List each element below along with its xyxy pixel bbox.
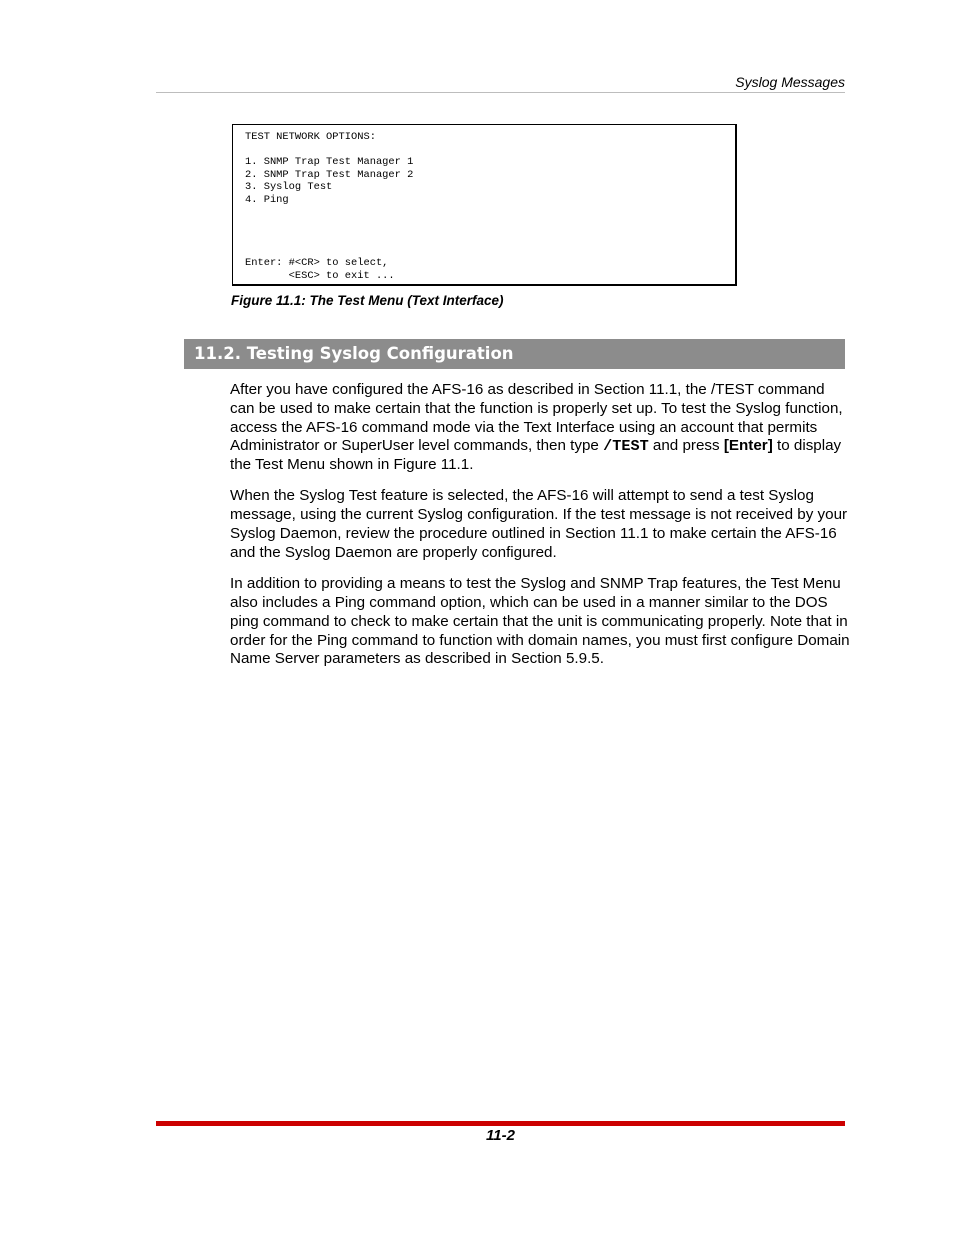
- terminal-menu-text: TEST NETWORK OPTIONS: 1. SNMP Trap Test Manager 1 2. SNMP Trap Test Manager 2 3. Syslog Test 4. Ping Enter: #<CR> to select, <ESC> to exit ...: [245, 131, 414, 282]
- page-number: 11-2: [486, 1127, 515, 1144]
- command-text: /TEST: [603, 437, 649, 456]
- terminal-screen-figure: [232, 124, 737, 286]
- paragraph-2: When the Syslog Test feature is selected, the AFS-16 will attempt to send a test Syslog message, using the current Syslog configuration. If the test message is not received by your Syslog Daemon, review the procedure outlined in Section 11.1 to make certain the AFS-16 and the Syslog Daemon are properly configured.: [230, 487, 848, 561]
- running-header: Syslog Messages: [735, 74, 845, 90]
- paragraph-3: In addition to providing a means to test the Syslog and SNMP Trap features, the Test Menu also includes a Ping command option, which can be used in a manner similar to the DOS ping command to check to make certain that the unit is communicating properly. Note that in order for the Ping command to function with domain names, you must first configure Domain Name Server parameters as described in Section 5.9.5.: [230, 575, 850, 668]
- figure-caption: Figure 11.1: The Test Menu (Text Interface): [231, 293, 504, 308]
- body-text: [230, 381, 850, 682]
- paragraph-1-text: After you have configured the AFS-16 as described in Section 11.1, the /TEST command can be used to make certain that the function is properly set up. To test the Syslog function, access the AFS-16 command mode via the Text Interface using an account that permits Administrator or SuperUser level commands, then type: [230, 381, 843, 455]
- paragraph-1-text-3: to display the Test Menu shown in Figure 11.1.: [230, 437, 842, 474]
- key-text: [Enter]: [723, 437, 773, 455]
- paragraph-1-text-2: and press: [648, 437, 724, 455]
- section-heading-bar: [184, 339, 845, 369]
- header-rule: [156, 92, 845, 93]
- paragraph-1: [230, 381, 850, 475]
- section-heading: 11.2. Testing Syslog Configuration: [194, 344, 514, 363]
